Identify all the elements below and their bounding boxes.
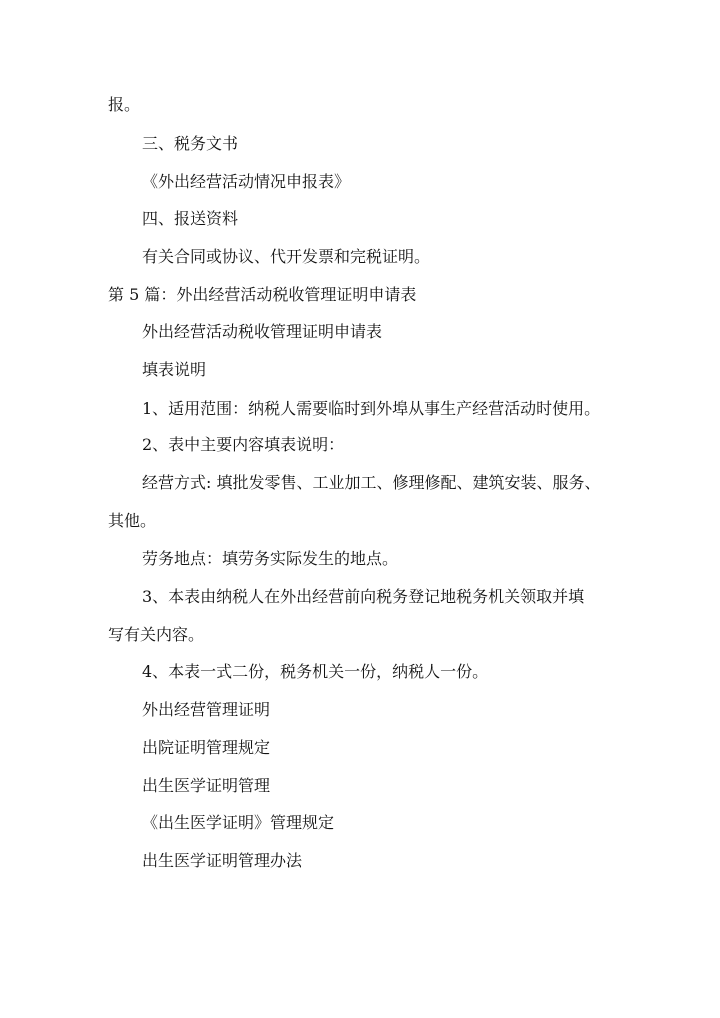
paragraph-line: 其他。 — [108, 511, 157, 530]
paragraph-line: 写有关内容。 — [108, 625, 205, 644]
paragraph-line: 填表说明 — [142, 360, 207, 379]
paragraph-line: 劳务地点：填劳务实际发生的地点。 — [142, 549, 399, 568]
paragraph-line: 经营方式: 填批发零售、工业加工、修理修配、建筑安装、服务、 — [142, 473, 601, 492]
paragraph-line: 1、适用范围：纳税人需要临时到外埠从事生产经营活动时使用。 — [142, 399, 601, 418]
paragraph-line: 《出生医学证明》管理规定 — [142, 813, 335, 832]
section-heading: 四、报送资料 — [142, 209, 239, 228]
paragraph-line: 外出经营活动税收管理证明申请表 — [142, 322, 383, 341]
paragraph-line: 《外出经营活动情况申报表》 — [142, 172, 351, 191]
paragraph-line: 有关合同或协议、代开发票和完税证明。 — [142, 247, 431, 266]
paragraph-line: 报。 — [108, 95, 141, 114]
paragraph-line: 3、本表由纳税人在外出经营前向税务登记地税务机关领取并填 — [142, 587, 585, 606]
paragraph-line: 出院证明管理规定 — [142, 738, 271, 757]
section-heading: 三、税务文书 — [142, 134, 239, 153]
chapter-title: 第 5 篇：外出经营活动税收管理证明申请表 — [108, 285, 417, 304]
paragraph-line: 出生医学证明管理 — [142, 776, 271, 795]
paragraph-line: 出生医学证明管理办法 — [142, 851, 303, 870]
paragraph-line: 4、本表一式二份，税务机关一份，纳税人一份。 — [142, 662, 489, 681]
paragraph-line: 外出经营管理证明 — [142, 700, 271, 719]
paragraph-line: 2、表中主要内容填表说明： — [142, 435, 345, 454]
